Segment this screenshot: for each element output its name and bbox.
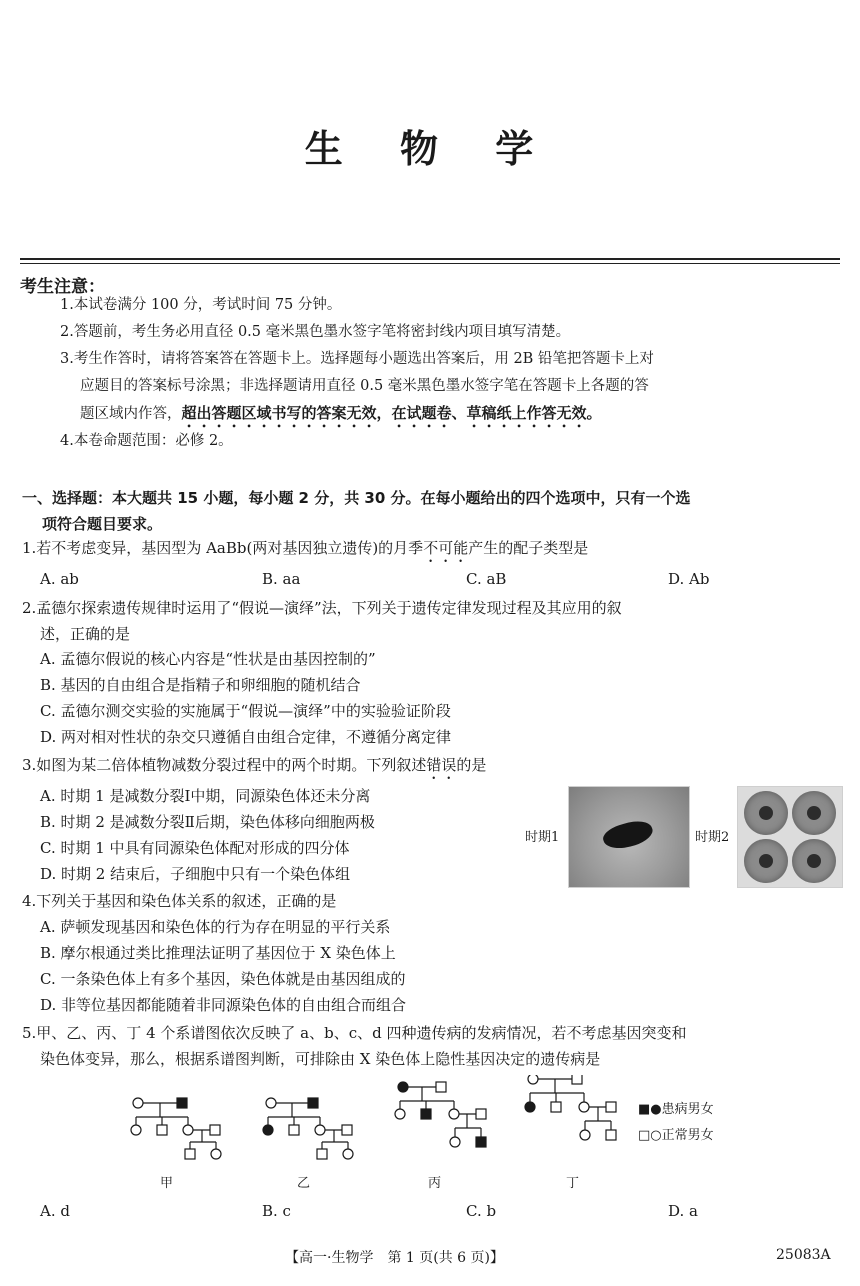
q4-option-d[interactable]: D. 非等位基因都能随着非同源染色体的自由组合而组合: [40, 996, 407, 1014]
q2-stem-line2: 述，正确的是: [40, 625, 131, 643]
pedigree-jia: [131, 1098, 221, 1159]
q5-option-a[interactable]: A. d: [40, 1202, 70, 1220]
q2-option-d[interactable]: D. 两对相对性状的杂交只遵循自由组合定律，不遵循分离定律: [40, 728, 452, 746]
q5-stem-line1: 5.甲、乙、丙、丁 4 个系谱图依次反映了 a、b、c、d 四种遗传病的发病情况，若不考虑基因突变和: [22, 1024, 687, 1042]
q2-stem-line1: 2.孟德尔探索遗传规律时运用了“假说—演绎”法，下列关于遗传定律发现过程及其应用的叙: [22, 599, 622, 617]
page-footer: 【高一·生物学 第 1 页(共 6 页)】: [285, 1250, 504, 1266]
divider: [20, 263, 840, 264]
notice-item-4: 4.本卷命题范围：必修 2。: [60, 433, 233, 449]
q1-stem-b: 产生的配子类型是: [468, 539, 589, 557]
pedigree-label-jia: 甲: [160, 1176, 174, 1191]
chromosome-cluster: [601, 816, 656, 854]
notice-item-3-line1: 3.考生作答时，请将答案答在答题卡上。选择题每小题选出答案后，用 2B 铅笔把答题卡上对: [60, 351, 654, 367]
stage-2-micrograph: [737, 786, 843, 888]
q5-option-c[interactable]: C. b: [466, 1202, 497, 1220]
pedigree-ding: [525, 1075, 616, 1140]
exam-code: 25083A: [776, 1247, 831, 1263]
section-heading: [22, 485, 842, 537]
question-2-stem: [22, 595, 840, 647]
q3-stem-b: 的是: [456, 756, 487, 774]
q2-option-b[interactable]: B. 基因的自由组合是指精子和卵细胞的随机结合: [40, 676, 361, 694]
notice-emphasis: 超出答题区域书写的答案无效，在试题卷、草稿纸上作答无效。: [181, 404, 602, 422]
notice-item-3: [60, 346, 842, 431]
q5-stem-line2: 染色体变异，那么，根据系谱图判断，可排除由 X 染色体上隐性基因决定的遗传病是: [40, 1050, 601, 1068]
q3-option-d[interactable]: D. 时期 2 结束后，子细胞中只有一个染色体组: [40, 865, 351, 883]
page-title: 生 物 学: [304, 127, 556, 171]
question-1-stem: [22, 535, 840, 566]
q5-option-b[interactable]: B. c: [262, 1202, 291, 1220]
q1-option-a[interactable]: A. ab: [40, 570, 79, 588]
pedigree-yi: [263, 1098, 353, 1159]
q3-option-c[interactable]: C. 时期 1 中具有同源染色体配对形成的四分体: [40, 839, 350, 857]
divider: [20, 258, 840, 260]
stage-1-label: 时期1: [525, 830, 560, 845]
q1-option-d[interactable]: D. Ab: [668, 570, 710, 588]
notice-item-3-line2: 应题目的答案标号涂黑；非选择题请用直径 0.5 毫米黑色墨水签字笔在答题卡上各题的答: [80, 378, 649, 394]
question-3-stem: [22, 752, 840, 783]
stage-1-micrograph: [568, 786, 690, 888]
q3-option-b[interactable]: B. 时期 2 是减数分裂Ⅱ后期，染色体移向细胞两极: [40, 813, 375, 831]
pedigree-label-bing: 丙: [428, 1176, 442, 1191]
daughter-cell: [792, 839, 836, 883]
notice-item-1: 1.本试卷满分 100 分，考试时间 75 分钟。: [60, 297, 342, 313]
notice-item-3-text: 题区域内作答，: [80, 406, 182, 422]
legend-affected: ■●患病男女: [638, 1102, 714, 1117]
section-line1: 一、选择题：本大题共 15 小题，每小题 2 分，共 30 分。在每小题给出的四个选项中，只有一个选: [22, 489, 691, 507]
q3-option-a[interactable]: A. 时期 1 是减数分裂Ⅰ中期，同源染色体还未分离: [40, 787, 371, 805]
q4-option-b[interactable]: B. 摩尔根通过类比推理法证明了基因位于 X 染色体上: [40, 944, 396, 962]
question-4-stem: 4.下列关于基因和染色体关系的叙述，正确的是: [22, 892, 337, 910]
notice-item-2: 2.答题前，考生务必用直径 0.5 毫米黑色墨水签字笔将密封线内项目填写清楚。: [60, 324, 571, 340]
q1-option-c[interactable]: C. aB: [466, 570, 507, 588]
q1-option-b[interactable]: B. aa: [262, 570, 301, 588]
daughter-cell: [792, 791, 836, 835]
pedigree-label-yi: 乙: [297, 1176, 311, 1191]
q1-stem-dotted: 不可能: [423, 539, 469, 557]
q4-option-c[interactable]: C. 一条染色体上有多个基因，染色体就是由基因组成的: [40, 970, 406, 988]
question-5-stem: [22, 1020, 840, 1072]
pedigree-charts: [0, 1075, 860, 1185]
q4-option-a[interactable]: A. 萨顿发现基因和染色体的行为存在明显的平行关系: [40, 918, 391, 936]
q2-option-a[interactable]: A. 孟德尔假说的核心内容是“性状是由基因控制的”: [40, 650, 376, 668]
legend-normal: □○正常男女: [638, 1128, 714, 1143]
q2-option-c[interactable]: C. 孟德尔测交实验的实施属于“假说—演绎”中的实验验证阶段: [40, 702, 451, 720]
daughter-cell: [744, 791, 788, 835]
q1-stem-a: 1.若不考虑变异，基因型为 AaBb(两对基因独立遗传)的月季: [22, 539, 424, 557]
q3-stem-a: 3.如图为某二倍体植物减数分裂过程中的两个时期。下列叙述: [22, 756, 427, 774]
stage-2-label: 时期2: [695, 830, 730, 845]
section-line2: 项符合题目要求。: [42, 515, 163, 533]
notice-item-3-line3: [60, 400, 842, 431]
pedigree-label-ding: 丁: [566, 1176, 580, 1191]
q3-stem-dotted: 错误: [426, 756, 457, 774]
pedigree-bing: [395, 1082, 486, 1147]
notice-heading: 考生注意：: [20, 277, 105, 297]
daughter-cell: [744, 839, 788, 883]
q5-option-d[interactable]: D. a: [668, 1202, 698, 1220]
